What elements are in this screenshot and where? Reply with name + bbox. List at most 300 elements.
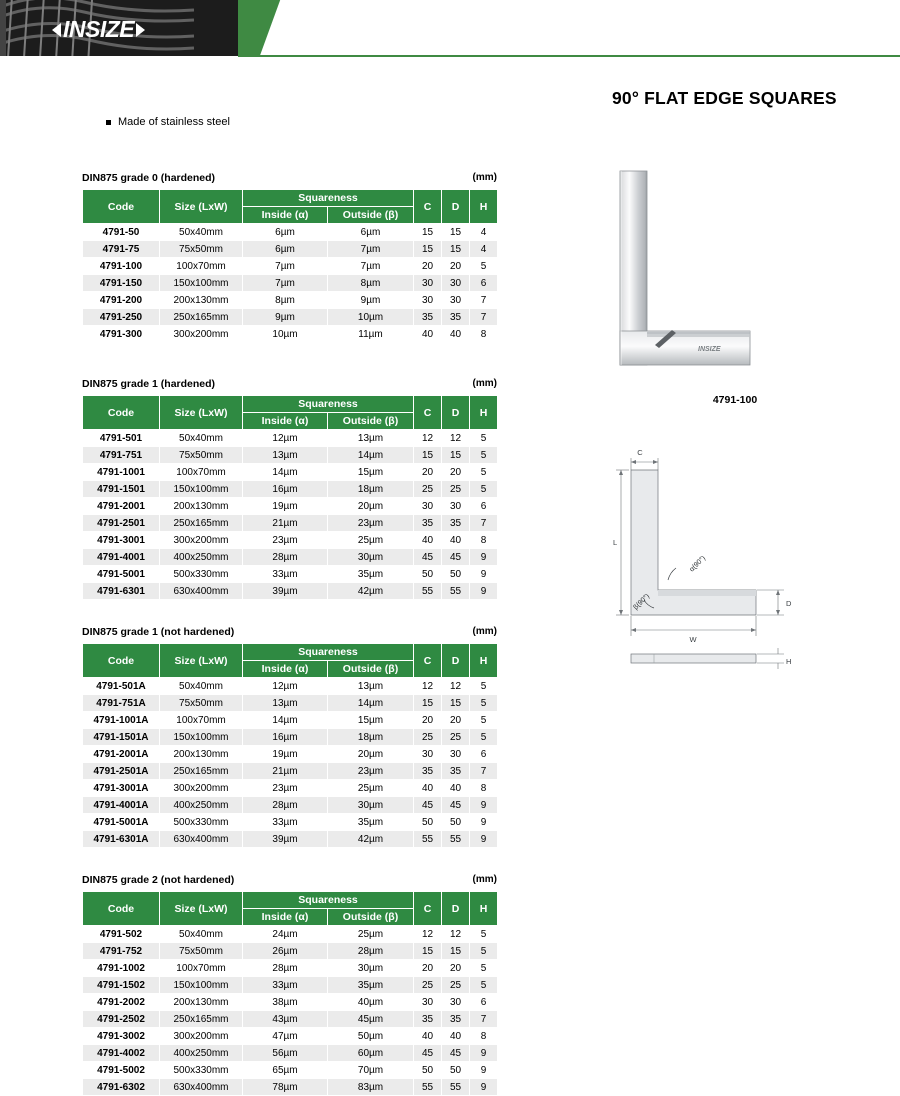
col-header-h: H [470,396,498,430]
cell-hval: 9 [470,797,498,814]
cell-dval: 50 [442,814,470,831]
cell-size: 500x330mm [160,814,243,831]
cell-code: 4791-1002 [83,960,160,977]
table-row [83,678,498,695]
logo-text: INSIZE [63,16,135,42]
col-header-inside: Inside (α) [243,661,328,678]
cell-code: 4791-5001A [83,814,160,831]
cell-code: 4791-5001 [83,566,160,583]
cell-inside: 39µm [243,583,328,600]
table-row [83,309,498,326]
cell-hval: 5 [470,695,498,712]
cell-size: 500x330mm [160,1062,243,1079]
table-body [83,224,498,343]
col-header-outside: Outside (β) [328,413,414,430]
table-row [83,549,498,566]
cell-outside: 25µm [328,926,414,943]
cell-size: 300x200mm [160,532,243,549]
table-body [83,430,498,600]
cell-code: 4791-6302 [83,1079,160,1096]
table-caption-text: DIN875 grade 0 (hardened) [82,172,216,184]
cell-dval: 35 [442,1011,470,1028]
col-header-c: C [414,644,442,678]
cell-hval: 5 [470,712,498,729]
cell-dval: 40 [442,326,470,343]
cell-dval: 15 [442,241,470,258]
cell-outside: 50µm [328,1028,414,1045]
cell-code: 4791-4001A [83,797,160,814]
cell-size: 50x40mm [160,430,243,447]
cell-outside: 20µm [328,746,414,763]
cell-outside: 30µm [328,549,414,566]
cell-inside: 28µm [243,960,328,977]
cell-cval: 50 [414,1062,442,1079]
cell-cval: 35 [414,763,442,780]
cell-cval: 50 [414,566,442,583]
cell-dval: 55 [442,831,470,848]
cell-cval: 40 [414,1028,442,1045]
cell-hval: 9 [470,549,498,566]
cell-hval: 5 [470,926,498,943]
svg-text:INSIZE: INSIZE [698,346,721,353]
col-header-c: C [414,190,442,224]
cell-code: 4791-4002 [83,1045,160,1062]
cell-dval: 30 [442,292,470,309]
cell-code: 4791-250 [83,309,160,326]
cell-outside: 7µm [328,258,414,275]
cell-hval: 6 [470,275,498,292]
logo-right-arrow-icon [136,23,145,37]
cell-size: 300x200mm [160,326,243,343]
cell-cval: 30 [414,275,442,292]
cell-inside: 28µm [243,797,328,814]
cell-outside: 14µm [328,447,414,464]
cell-hval: 5 [470,481,498,498]
table-row [83,583,498,600]
cell-code: 4791-3001A [83,780,160,797]
cell-size: 300x200mm [160,1028,243,1045]
cell-code: 4791-6301 [83,583,160,600]
cell-outside: 25µm [328,532,414,549]
table-row [83,292,498,309]
table-block-grade0 [82,172,497,343]
table-row [83,977,498,994]
col-header-squareness: Squareness [243,644,414,661]
page-header [0,0,900,56]
cell-inside: 6µm [243,241,328,258]
col-header-c: C [414,892,442,926]
cell-dval: 35 [442,515,470,532]
cell-outside: 18µm [328,729,414,746]
cell-inside: 65µm [243,1062,328,1079]
cell-cval: 40 [414,326,442,343]
table-unit-note: (mm) [472,626,497,637]
cell-outside: 42µm [328,583,414,600]
cell-outside: 8µm [328,275,414,292]
table-caption-text: DIN875 grade 1 (hardened) [82,378,216,390]
cell-cval: 45 [414,549,442,566]
cell-cval: 45 [414,797,442,814]
cell-code: 4791-2001A [83,746,160,763]
cell-code: 4791-2002 [83,994,160,1011]
col-header-size: Size (LxW) [160,396,243,430]
cell-inside: 33µm [243,814,328,831]
cell-outside: 40µm [328,994,414,1011]
cell-dval: 12 [442,430,470,447]
cell-inside: 12µm [243,430,328,447]
cell-inside: 14µm [243,464,328,481]
cell-code: 4791-3001 [83,532,160,549]
table-unit-note: (mm) [472,172,497,183]
col-header-h: H [470,892,498,926]
table-row [83,831,498,848]
cell-dval: 45 [442,1045,470,1062]
col-header-h: H [470,190,498,224]
cell-code: 4791-501A [83,678,160,695]
bullet-square-icon [106,120,111,125]
cell-inside: 78µm [243,1079,328,1096]
cell-inside: 21µm [243,515,328,532]
cell-size: 300x200mm [160,780,243,797]
table-row [83,430,498,447]
cell-size: 100x70mm [160,258,243,275]
cell-inside: 13µm [243,695,328,712]
table-row [83,1079,498,1096]
cell-size: 100x70mm [160,960,243,977]
table-row [83,926,498,943]
cell-hval: 5 [470,678,498,695]
cell-outside: 18µm [328,481,414,498]
table-row [83,695,498,712]
col-header-squareness: Squareness [243,892,414,909]
cell-hval: 5 [470,729,498,746]
cell-cval: 20 [414,258,442,275]
cell-hval: 5 [470,977,498,994]
cell-size: 100x70mm [160,464,243,481]
cell-size: 630x400mm [160,1079,243,1096]
cell-size: 50x40mm [160,224,243,241]
cell-cval: 20 [414,712,442,729]
dim-label-l: L [613,538,618,547]
col-header-squareness: Squareness [243,190,414,207]
col-header-code: Code [83,644,160,678]
cell-outside: 15µm [328,712,414,729]
cell-dval: 20 [442,464,470,481]
cell-dval: 20 [442,258,470,275]
col-header-d: D [442,396,470,430]
cell-size: 50x40mm [160,926,243,943]
cell-size: 75x50mm [160,695,243,712]
cell-outside: 42µm [328,831,414,848]
cell-hval: 9 [470,566,498,583]
cell-outside: 25µm [328,780,414,797]
cell-code: 4791-502 [83,926,160,943]
cell-dval: 30 [442,498,470,515]
table-row [83,326,498,343]
cell-dval: 35 [442,309,470,326]
cell-inside: 9µm [243,309,328,326]
table-row [83,1028,498,1045]
cell-hval: 9 [470,1079,498,1096]
cell-hval: 7 [470,309,498,326]
cell-inside: 13µm [243,447,328,464]
cell-cval: 15 [414,241,442,258]
page-title: 90° FLAT EDGE SQUARES [612,88,837,108]
cell-code: 4791-4001 [83,549,160,566]
cell-dval: 50 [442,566,470,583]
cell-inside: 6µm [243,224,328,241]
cell-cval: 25 [414,481,442,498]
cell-cval: 35 [414,515,442,532]
cell-hval: 4 [470,241,498,258]
cell-dval: 15 [442,447,470,464]
cell-inside: 47µm [243,1028,328,1045]
cell-size: 400x250mm [160,797,243,814]
cell-dval: 20 [442,960,470,977]
cell-cval: 12 [414,678,442,695]
cell-hval: 9 [470,1062,498,1079]
cell-inside: 16µm [243,729,328,746]
table-row [83,241,498,258]
table-caption-text: DIN875 grade 2 (not hardened) [82,874,235,886]
table-body [83,678,498,848]
cell-size: 150x100mm [160,275,243,292]
cell-hval: 8 [470,780,498,797]
cell-hval: 9 [470,814,498,831]
cell-hval: 8 [470,1028,498,1045]
cell-hval: 4 [470,224,498,241]
cell-size: 200x130mm [160,994,243,1011]
cell-inside: 8µm [243,292,328,309]
cell-cval: 40 [414,780,442,797]
col-header-inside: Inside (α) [243,207,328,224]
cell-dval: 30 [442,994,470,1011]
cell-cval: 55 [414,1079,442,1096]
cell-outside: 13µm [328,678,414,695]
cell-cval: 15 [414,447,442,464]
cell-code: 4791-1501 [83,481,160,498]
cell-inside: 38µm [243,994,328,1011]
table-block-grade1-hardened [82,378,497,600]
cell-inside: 7µm [243,258,328,275]
col-header-inside: Inside (α) [243,909,328,926]
col-header-outside: Outside (β) [328,207,414,224]
cell-size: 100x70mm [160,712,243,729]
cell-size: 150x100mm [160,977,243,994]
cell-cval: 55 [414,831,442,848]
cell-dval: 15 [442,224,470,241]
cell-hval: 7 [470,515,498,532]
product-photo [600,165,870,425]
cell-cval: 20 [414,960,442,977]
dim-label-w: W [689,635,697,644]
cell-code: 4791-75 [83,241,160,258]
cell-inside: 16µm [243,481,328,498]
cell-size: 250x165mm [160,309,243,326]
cell-inside: 39µm [243,831,328,848]
dim-label-d: D [786,599,792,608]
cell-size: 400x250mm [160,1045,243,1062]
cell-code: 4791-2001 [83,498,160,515]
cell-code: 4791-100 [83,258,160,275]
table-row [83,464,498,481]
cell-dval: 20 [442,712,470,729]
cell-code: 4791-751 [83,447,160,464]
cell-outside: 7µm [328,241,414,258]
cell-size: 630x400mm [160,583,243,600]
col-header-code: Code [83,396,160,430]
cell-code: 4791-1001A [83,712,160,729]
col-header-code: Code [83,892,160,926]
cell-inside: 56µm [243,1045,328,1062]
cell-cval: 25 [414,977,442,994]
cell-inside: 26µm [243,943,328,960]
cell-outside: 20µm [328,498,414,515]
cell-cval: 15 [414,224,442,241]
spec-table [82,395,498,600]
cell-code: 4791-6301A [83,831,160,848]
table-caption [82,172,497,185]
table-block-grade2-not-hardened [82,874,497,1096]
cell-code: 4791-150 [83,275,160,292]
header-green-rule [238,55,900,57]
cell-code: 4791-5002 [83,1062,160,1079]
table-row [83,943,498,960]
cell-code: 4791-752 [83,943,160,960]
cell-code: 4791-300 [83,326,160,343]
cell-dval: 45 [442,549,470,566]
cell-dval: 45 [442,797,470,814]
cell-outside: 10µm [328,309,414,326]
feature-text: Made of stainless steel [118,116,230,128]
cell-cval: 50 [414,814,442,831]
cell-code: 4791-50 [83,224,160,241]
table-row [83,447,498,464]
cell-code: 4791-1502 [83,977,160,994]
cell-outside: 83µm [328,1079,414,1096]
cell-hval: 9 [470,1045,498,1062]
col-header-squareness: Squareness [243,396,414,413]
table-caption-text: DIN875 grade 1 (not hardened) [82,626,235,638]
cell-cval: 15 [414,695,442,712]
cell-dval: 12 [442,926,470,943]
col-header-outside: Outside (β) [328,909,414,926]
table-row [83,224,498,241]
cell-hval: 6 [470,994,498,1011]
cell-outside: 6µm [328,224,414,241]
cell-hval: 5 [470,943,498,960]
cell-hval: 9 [470,831,498,848]
cell-dval: 40 [442,532,470,549]
cell-outside: 23µm [328,763,414,780]
cell-code: 4791-2502 [83,1011,160,1028]
cell-dval: 55 [442,1079,470,1096]
cell-inside: 23µm [243,780,328,797]
col-header-size: Size (LxW) [160,892,243,926]
dim-label-h: H [786,657,792,666]
cell-inside: 14µm [243,712,328,729]
cell-cval: 40 [414,532,442,549]
cell-inside: 33µm [243,977,328,994]
table-row [83,275,498,292]
cell-size: 150x100mm [160,481,243,498]
col-header-d: D [442,190,470,224]
cell-code: 4791-751A [83,695,160,712]
cell-size: 75x50mm [160,447,243,464]
cell-dval: 40 [442,1028,470,1045]
table-row [83,1062,498,1079]
cell-hval: 5 [470,447,498,464]
cell-hval: 7 [470,763,498,780]
cell-cval: 30 [414,498,442,515]
cell-cval: 30 [414,746,442,763]
cell-outside: 70µm [328,1062,414,1079]
cell-cval: 30 [414,994,442,1011]
cell-code: 4791-2501 [83,515,160,532]
cell-code: 4791-3002 [83,1028,160,1045]
cell-dval: 25 [442,977,470,994]
table-row [83,797,498,814]
table-row [83,498,498,515]
table-row [83,481,498,498]
cell-code: 4791-200 [83,292,160,309]
table-caption [82,378,497,391]
cell-outside: 30µm [328,960,414,977]
insize-logo [52,16,145,43]
cell-size: 150x100mm [160,729,243,746]
cell-dval: 30 [442,746,470,763]
feature-item [106,116,230,128]
cell-outside: 9µm [328,292,414,309]
cell-hval: 5 [470,430,498,447]
cell-inside: 10µm [243,326,328,343]
cell-cval: 35 [414,1011,442,1028]
cell-dval: 12 [442,678,470,695]
cell-outside: 35µm [328,814,414,831]
cell-cval: 20 [414,464,442,481]
spec-table [82,643,498,848]
cell-dval: 25 [442,729,470,746]
cell-cval: 25 [414,729,442,746]
dim-label-beta: β(90°) [632,592,652,612]
table-row [83,814,498,831]
cell-hval: 6 [470,746,498,763]
cell-dval: 30 [442,275,470,292]
cell-inside: 21µm [243,763,328,780]
table-row [83,780,498,797]
cell-size: 200x130mm [160,292,243,309]
cell-code: 4791-2501A [83,763,160,780]
cell-outside: 35µm [328,977,414,994]
cell-outside: 35µm [328,566,414,583]
cell-size: 75x50mm [160,241,243,258]
cell-cval: 12 [414,926,442,943]
product-caption: 4791-100 [712,394,758,406]
table-row [83,746,498,763]
cell-cval: 30 [414,292,442,309]
cell-size: 500x330mm [160,566,243,583]
cell-size: 250x165mm [160,1011,243,1028]
table-row [83,729,498,746]
cell-dval: 40 [442,780,470,797]
cell-dval: 25 [442,481,470,498]
cell-hval: 6 [470,498,498,515]
cell-inside: 23µm [243,532,328,549]
cell-outside: 23µm [328,515,414,532]
cell-hval: 8 [470,326,498,343]
cell-size: 50x40mm [160,678,243,695]
cell-dval: 50 [442,1062,470,1079]
